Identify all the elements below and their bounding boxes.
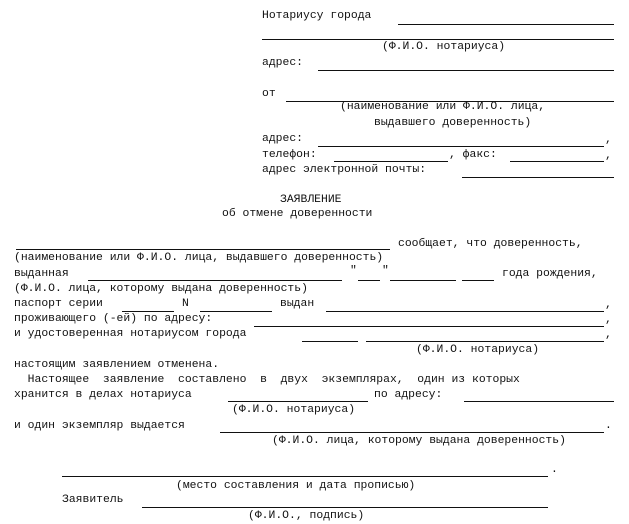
fax-comma: ,	[605, 150, 612, 162]
one-copy-period: .	[605, 420, 612, 432]
passport-issued-field[interactable]	[326, 311, 604, 312]
certifying-notary-field[interactable]	[366, 341, 604, 342]
birth-year-field[interactable]	[462, 280, 494, 281]
one-copy-recipient-field[interactable]	[220, 432, 604, 433]
birth-month-field[interactable]	[390, 280, 456, 281]
notary-city-field[interactable]	[398, 24, 614, 25]
quote-open: "	[350, 265, 357, 277]
to-notary-label: Нотариусу города	[262, 10, 372, 22]
place-date-period: .	[551, 464, 558, 476]
phone-field[interactable]	[334, 161, 448, 162]
from-hint-line-2: выдавшего доверенность)	[374, 117, 532, 129]
issuer-hint: (наименование или Ф.И.О. лица, выдавшего доверенность)	[14, 252, 384, 264]
applicant-signature-hint: (Ф.И.О., подпись)	[248, 510, 365, 522]
passport-series-label: паспорт серии	[14, 298, 103, 310]
passport-number-field[interactable]	[200, 311, 272, 312]
certified-comma: ,	[605, 329, 612, 341]
applicant-label: Заявитель	[62, 494, 124, 506]
certified-label: и удостоверенная нотариусом города	[14, 328, 247, 340]
passport-number-label: N	[182, 298, 189, 310]
issuer-name-field[interactable]	[16, 249, 390, 250]
archive-address-field[interactable]	[464, 401, 614, 402]
certifying-notary-hint: (Ф.И.О. нотариуса)	[416, 344, 540, 356]
issuer-address-field[interactable]	[318, 146, 604, 147]
year-of-birth-label: года рождения,	[502, 268, 598, 280]
notary-fio-hint: (Ф.И.О. нотариуса)	[382, 41, 506, 53]
fax-field[interactable]	[510, 161, 604, 162]
passport-comma: ,	[605, 299, 612, 311]
quote-close: "	[382, 265, 389, 277]
from-label: от	[262, 88, 276, 100]
passport-series-field[interactable]	[122, 311, 174, 312]
notary-address-field[interactable]	[318, 70, 614, 71]
document-subtitle: об отмене доверенности	[222, 208, 373, 220]
issuer-address-label: адрес:	[262, 133, 304, 145]
email-field[interactable]	[462, 177, 614, 178]
from-hint-line-1: (наименование или Ф.И.О. лица,	[340, 101, 546, 113]
archive-notary-hint: (Ф.И.О. нотариуса)	[232, 404, 356, 416]
reports-text: сообщает, что доверенность,	[398, 238, 583, 250]
certifying-city-field[interactable]	[302, 341, 358, 342]
issuer-address-comma: ,	[605, 134, 612, 146]
residing-label: проживающего (-ей) по адресу:	[14, 313, 213, 325]
notary-name-field[interactable]	[262, 39, 614, 40]
copies-text-line-1: Настоящее заявление составлено в двух экземплярах, один из которых	[14, 374, 520, 386]
fax-label: , факс:	[449, 149, 497, 161]
applicant-signature-field[interactable]	[142, 507, 548, 508]
cancelled-text: настоящим заявлением отменена.	[14, 359, 220, 371]
place-date-hint: (место составления и дата прописью)	[176, 480, 416, 492]
one-copy-text: и один экземпляр выдается	[14, 420, 185, 432]
document-title: ЗАЯВЛЕНИЕ	[280, 194, 342, 206]
archive-notary-field[interactable]	[228, 401, 368, 402]
residing-address-field[interactable]	[254, 326, 604, 327]
email-label: адрес электронной почты:	[262, 164, 427, 176]
copies-text-line-2: хранится в делах нотариуса	[14, 389, 192, 401]
residing-comma: ,	[605, 314, 612, 326]
birth-day-field[interactable]	[358, 280, 380, 281]
recipient-hint: (Ф.И.О. лица, которому выдана доверенность)	[14, 283, 308, 295]
one-copy-recipient-hint: (Ф.И.О. лица, которому выдана доверенность)	[272, 435, 566, 447]
copies-address-label: по адресу:	[374, 389, 443, 401]
passport-issued-label: выдан	[280, 298, 315, 310]
notary-address-label: адрес:	[262, 57, 304, 69]
issued-label: выданная	[14, 268, 69, 280]
phone-label: телефон:	[262, 149, 317, 161]
recipient-name-field[interactable]	[88, 280, 342, 281]
place-date-field[interactable]	[62, 476, 548, 477]
